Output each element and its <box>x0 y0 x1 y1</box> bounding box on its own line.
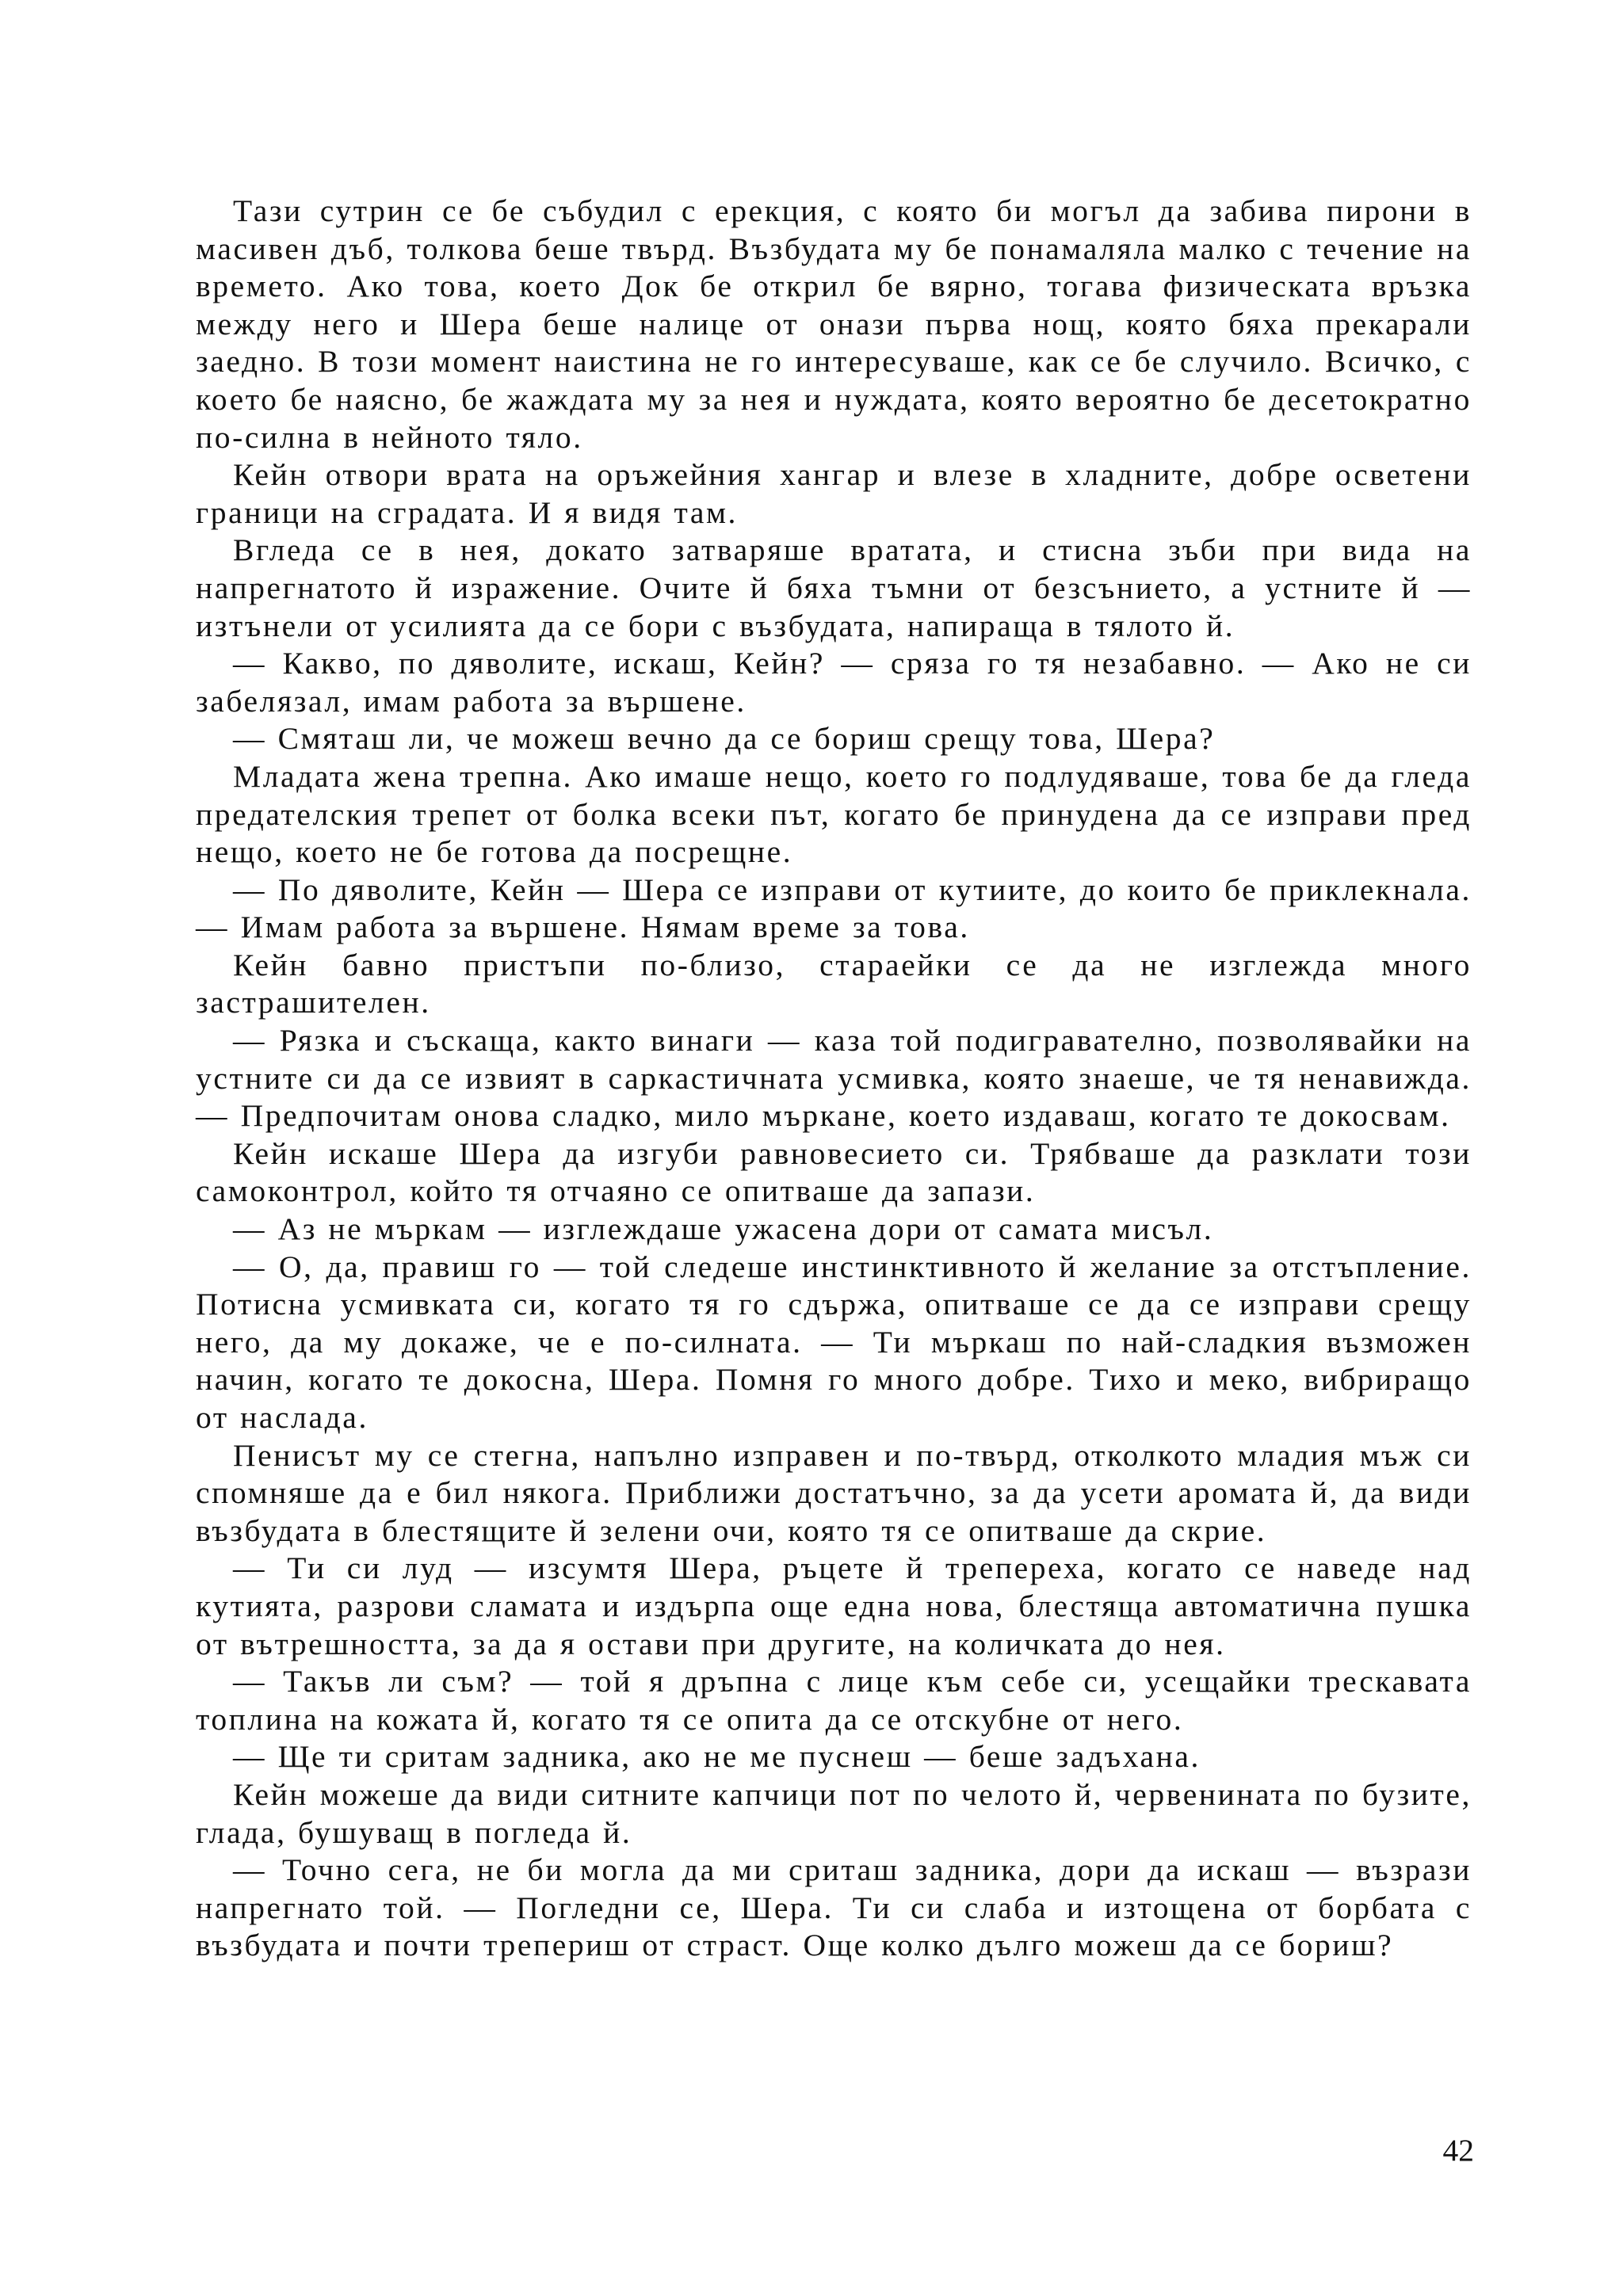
paragraph: Вгледа се в нея, докато затваряше вратата, и стисна зъби при вида на напрегнатото й изражение. Очите й бяха тъмни от безсънието, а устните й — изтънели от усилията да се бори с възбудата, напираща в тялото й. <box>196 532 1472 643</box>
paragraph: Кейн отвори врата на оръжейния хангар и влезе в хладните, добре осветени граници на сградата. И я видя там. <box>196 457 1472 530</box>
paragraph: — По дяволите, Кейн — Шера се изправи от кутиите, до които бе приклекнала. — Имам работа за вършене. Нямам време за това. <box>196 871 1472 945</box>
paragraph: — Ти си луд — изсумтя Шера, ръцете й трепереха, когато се наведе над кутията, разрови сламата и издърпа още една нова, блестяща автоматична пушка от вътрешността, за да я остави при другите, на количката до нея. <box>196 1550 1472 1661</box>
paragraph: — О, да, правиш го — той следеше инстинктивното й желание за отстъпление. Потисна усмивката си, когато тя го сдържа, опитваше се да се изправи срещу него, да му докаже, че е по-силната. — Ти мъркаш по най-сладкия възможен начин, когато те докосна, Шера. Помня го много добре. Тихо и меко, вибриращо от наслада. <box>196 1249 1472 1435</box>
paragraph: Тази сутрин се бе събудил с ерекция, с която би могъл да забива пирони в масивен дъб, толкова беше твърд. Възбудата му бе понамаляла малко с течение на времето. Ако това, което Док бе открил бе вярно, тогава физическата връзка между него и Шера беше налице от онази първа нощ, която бяха прекарали заедно. В този момент наистина не го интересуваше, как се бе случило. Всичко, с което бе наясно, бе жаждата му за нея и нуждата, която вероятно бе десетократно по-силна в нейното тяло. <box>196 193 1472 455</box>
paragraph: — Какво, по дяволите, искаш, Кейн? — сряза го тя незабавно. — Ако не си забелязал, имам работа за вършене. <box>196 646 1472 719</box>
paragraph: Кейн можеше да види ситните капчици пот по челото й, червенината по бузите, глада, бушуващ в погледа й. <box>196 1776 1472 1850</box>
paragraph: — Рязка и съскаща, както винаги — каза той подигравателно, позволявайки на устните си да се извият в саркастичната усмивка, която знаеше, че тя ненавижда. — Предпочитам онова сладко, мило мъркане, което издаваш, когато те докосвам. <box>196 1023 1472 1134</box>
paragraph: — Ще ти сритам задника, ако не ме пуснеш — беше задъхана. <box>233 1739 1201 1775</box>
paragraph: Кейн искаше Шера да изгуби равновесието си. Трябваше да разклати този самоконтрол, който тя отчаяно се опитваше да запази. <box>196 1135 1472 1209</box>
paragraph: — Такъв ли съм? — той я дръпна с лице към себе си, усещайки трескавата топлина на кожата й, когато тя се опита да се отскубне от него. <box>196 1664 1472 1737</box>
paragraph: Младата жена трепна. Ако имаше нещо, което го подлудяваше, това бе да гледа предателския трепет от болка всеки път, когато бе принудена да се изправи пред нещо, което не бе готова да посрещне. <box>196 758 1472 870</box>
paragraph: Пенисът му се стегна, напълно изправен и по-твърд, отколкото младия мъж си спомняше да е бил някога. Приближи достатъчно, за да усети аромата й, да види възбудата в блестящите й зелени очи, която тя се опитваше да скрие. <box>196 1437 1472 1548</box>
paragraph: — Точно сега, не би могла да ми сриташ задника, дори да искаш — възрази напрегнато той. — Погледни се, Шера. Ти си слаба и изтощена от борбата с възбудата и почти трепериш от страст. Още колко дълго можеш да се бориш? <box>196 1852 1472 1963</box>
body-text <box>196 193 1472 1965</box>
page-number: 42 <box>1442 2133 1474 2168</box>
paragraph: Кейн бавно пристъпи по-близо, стараейки се да не изглежда много застрашителен. <box>196 947 1472 1020</box>
paragraph: — Аз не мъркам — изглеждаше ужасена дори от самата мисъл. <box>233 1211 1214 1247</box>
paragraph: — Смяташ ли, че можеш вечно да се бориш срещу това, Шера? <box>233 721 1216 757</box>
